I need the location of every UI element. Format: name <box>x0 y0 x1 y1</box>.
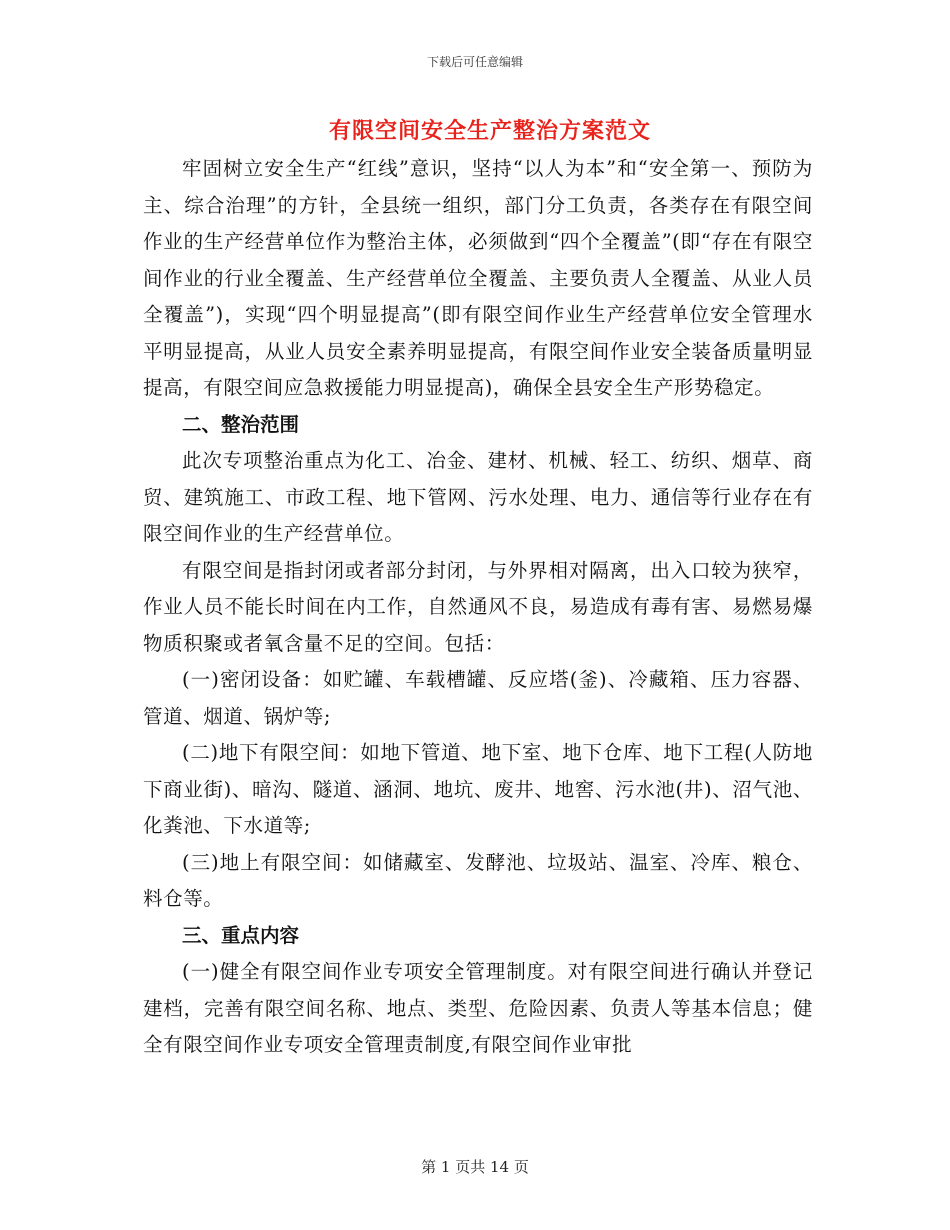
header-note: 下载后可任意编辑 <box>426 55 523 69</box>
paragraph-management-system: (一)健全有限空间作业专项安全管理制度。对有限空间进行确认并登记建档，完善有限空间名称、地点、类型、危险因素、负责人等基本信息；健全有限空间作业专项安全管理责制度,有限空间作业审批 <box>143 960 813 1056</box>
paragraph-intro: 牢固树立安全生产“红线”意识，坚持“以人为本”和“安全第一、预防为主、综合治理”的方针，全县统一组织，部门分工负责，各类存在有限空间作业的生产经营单位作为整治主体，必须做到“四个全覆盖”(即“存在有限空间作业的行业全覆盖、生产经营单位全覆盖、主要负责人全覆盖、从业人员全覆盖”)，实现“四个明显提高”(即有限空间作业生产经营单位安全管理水平明显提高，从业人员安全素养明显提高，有限空间作业安全装备质量明显提高，有限空间应急救援能力明显提高)，确保全县安全生产形势稳定。 <box>143 157 813 399</box>
section-heading-key-content: 三、重点内容 <box>182 923 300 947</box>
list-item-sealed-equipment: (一)密闭设备：如贮罐、车载槽罐、反应塔(釜)、冷藏箱、压力容器、管道、烟道、锅炉等; <box>143 668 813 728</box>
list-item-underground-space: (二)地下有限空间：如地下管道、地下室、地下仓库、地下工程(人防地下商业街)、暗沟、隧道、涵洞、地坑、废井、地窖、污水池(井)、沼气池、化粪池、下水道等; <box>143 741 813 837</box>
list-item-aboveground-space: (三)地上有限空间：如储藏室、发酵池、垃圾站、温室、冷库、粮仓、料仓等。 <box>143 850 813 910</box>
paragraph-definition: 有限空间是指封闭或者部分封闭，与外界相对隔离，出入口较为狭窄，作业人员不能长时间在内工作，自然通风不良，易造成有毒有害、易燃易爆物质积聚或者氧含量不足的空间。包括： <box>143 558 813 655</box>
paragraph-scope: 此次专项整治重点为化工、冶金、建材、机械、轻工、纺织、烟草、商贸、建筑施工、市政工程、地下管网、污水处理、电力、通信等行业存在有限空间作业的生产经营单位。 <box>143 449 813 545</box>
document-title: 有限空间安全生产整治方案范文 <box>328 119 651 144</box>
page-footer: 第 1 页共 14 页 <box>421 1158 529 1176</box>
section-heading-scope: 二、整治范围 <box>182 412 300 436</box>
document-body <box>143 151 813 1064</box>
